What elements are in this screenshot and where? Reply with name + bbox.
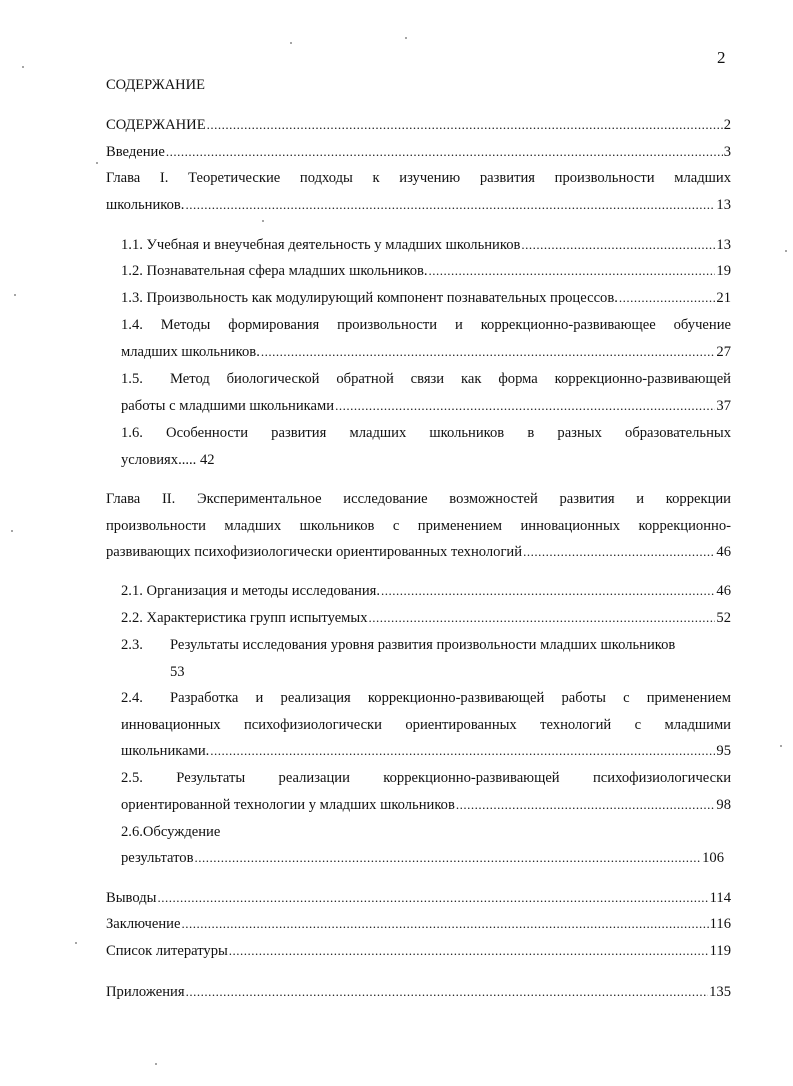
scan-speck xyxy=(290,42,292,44)
toc-entry-title: СОДЕРЖАНИЕ xyxy=(106,117,206,133)
toc-page-number: 46 xyxy=(716,544,731,560)
dot-leader xyxy=(335,396,715,416)
toc-entry-title: результатов xyxy=(121,850,194,866)
toc-entry-title: 2.5. Результаты реализации коррекционно-развивающей психофизиологически xyxy=(121,770,731,786)
toc-entry-title: Разработка и реализация коррекционно-развивающей работы с применением xyxy=(170,690,731,706)
toc-entry-title: ориентированной технологии у младших школьников xyxy=(121,797,455,813)
toc-entry-title: Выводы xyxy=(106,890,157,906)
toc-page-number: 114 xyxy=(709,890,731,906)
dot-leader xyxy=(194,848,701,868)
toc-entry-title: инновационных психофизиологически ориентированных технологий с младшими xyxy=(121,717,731,733)
toc-section-2-3-number: 2.3. xyxy=(121,637,143,653)
toc-page-number: 52 xyxy=(716,610,731,626)
scan-speck xyxy=(14,294,16,296)
toc-page-number: 95 xyxy=(716,743,731,759)
toc-chapter-2-line-3[interactable] xyxy=(106,542,731,562)
toc-section-1-2[interactable] xyxy=(121,261,731,281)
scan-speck xyxy=(96,162,98,164)
dot-leader xyxy=(186,982,709,1002)
scan-speck xyxy=(405,37,407,39)
dot-leader xyxy=(210,741,715,761)
toc-entry-title: Заключение xyxy=(106,916,181,932)
toc-section-2-4-line-1[interactable] xyxy=(170,688,731,708)
toc-page-number: 27 xyxy=(716,344,731,360)
toc-entry-title: школьниками. xyxy=(121,743,210,759)
toc-entry-title: Глава I. Теоретические подходы к изучению развития произвольности младших xyxy=(106,170,731,186)
dot-leader xyxy=(185,195,715,215)
dot-leader xyxy=(181,914,708,934)
toc-entry-title: 1.4. Методы формирования произвольности и коррекционно-развивающее обучение xyxy=(121,317,731,333)
scan-speck xyxy=(155,1063,157,1065)
toc-page-number: 119 xyxy=(709,943,731,959)
toc-section-2-4-number: 2.4. xyxy=(121,690,143,706)
dot-leader xyxy=(166,142,723,162)
toc-chapter-1-line-2[interactable] xyxy=(106,195,731,215)
scan-speck xyxy=(780,745,782,747)
toc-page-number: 98 xyxy=(716,797,731,813)
toc-entry-title: Приложения xyxy=(106,984,185,1000)
dot-leader xyxy=(207,115,723,135)
toc-entry-title: 1.6. Особенности развития младших школьников в разных образовательных xyxy=(121,425,731,441)
scan-speck xyxy=(785,250,787,252)
toc-page-number: 106 xyxy=(702,850,724,866)
toc-section-1-3[interactable] xyxy=(121,288,731,308)
toc-page-number: 2 xyxy=(723,117,731,133)
dot-leader xyxy=(157,888,708,908)
toc-entry-contents[interactable] xyxy=(106,115,731,135)
dot-leader xyxy=(523,542,715,562)
toc-section-2-3-page: 53 xyxy=(170,664,185,680)
toc-page-number: 116 xyxy=(709,916,731,932)
toc-section-2-1[interactable] xyxy=(121,581,731,601)
scan-speck xyxy=(11,530,13,532)
toc-entry-title: работы с младшими школьниками xyxy=(121,398,335,414)
toc-section-1-5-line-1[interactable] xyxy=(170,369,731,389)
toc-section-2-5-line-1[interactable] xyxy=(121,768,731,788)
toc-chapter-2-line-1[interactable] xyxy=(106,489,731,509)
toc-page-number: 13 xyxy=(716,197,731,213)
toc-section-1-4-line-1[interactable] xyxy=(121,315,731,335)
toc-entry-introduction[interactable] xyxy=(106,142,731,162)
toc-section-1-1[interactable] xyxy=(121,235,731,255)
toc-section-2-4-line-3[interactable] xyxy=(121,741,731,761)
toc-section-2-5-line-2[interactable] xyxy=(121,795,731,815)
toc-section-2-6-line-2[interactable] xyxy=(121,848,724,868)
toc-entry-title: младших школьников. xyxy=(121,344,260,360)
toc-section-1-6-line-1[interactable] xyxy=(121,423,731,443)
toc-page-number: 3 xyxy=(723,144,731,160)
scan-speck xyxy=(262,220,264,222)
dot-leader xyxy=(619,288,716,308)
toc-entry-conclusions[interactable] xyxy=(106,888,731,908)
dot-leader xyxy=(381,581,715,601)
dot-leader xyxy=(521,235,715,255)
toc-section-2-3-line-1[interactable]: Результаты исследования уровня развития произвольности младших школьников xyxy=(170,637,676,653)
toc-page-number: 13 xyxy=(716,237,731,253)
toc-page-number: 21 xyxy=(716,290,731,306)
toc-entry-summary[interactable] xyxy=(106,914,731,934)
dot-leader xyxy=(429,261,716,281)
toc-page-number: 37 xyxy=(716,398,731,414)
toc-entry-title: Введение xyxy=(106,144,165,160)
scan-speck xyxy=(22,66,24,68)
dot-leader xyxy=(261,342,716,362)
toc-entry-title: 2.1. Организация и методы исследования. xyxy=(121,583,381,599)
toc-entry-title: Глава II. Экспериментальное исследование возможностей развития и коррекции xyxy=(106,491,731,507)
page-number: 2 xyxy=(717,48,726,67)
toc-section-2-2[interactable] xyxy=(121,608,731,628)
toc-section-1-5-line-2[interactable] xyxy=(121,396,731,416)
dot-leader xyxy=(369,608,716,628)
dot-leader xyxy=(456,795,716,815)
toc-section-1-5-number: 1.5. xyxy=(121,371,143,387)
page-title: СОДЕРЖАНИЕ xyxy=(106,77,205,93)
scan-speck xyxy=(75,942,77,944)
toc-entry-title: 1.3. Произвольность как модулирующий компонент познавательных процессов. xyxy=(121,290,618,306)
toc-entry-title: развивающих психофизиологически ориентированных технологий xyxy=(106,544,523,560)
toc-chapter-2-line-2[interactable] xyxy=(106,516,731,536)
toc-entry-title: Метод биологической обратной связи как форма коррекционно-развивающей xyxy=(170,371,731,387)
toc-entry-title: 1.1. Учебная и внеучебная деятельность у младших школьников xyxy=(121,237,521,253)
toc-entry-title: 2.2. Характеристика групп испытуемых xyxy=(121,610,368,626)
toc-page-number: 135 xyxy=(709,984,731,1000)
toc-entry-title: произвольности младших школьников с применением инновационных коррекционно- xyxy=(106,518,731,534)
toc-chapter-1-line-1[interactable] xyxy=(106,168,731,188)
toc-entry-references[interactable] xyxy=(106,941,731,961)
toc-section-2-4-line-2[interactable] xyxy=(121,715,731,735)
toc-entry-title: Список литературы xyxy=(106,943,228,959)
toc-entry-title: 1.2. Познавательная сфера младших школьников. xyxy=(121,263,428,279)
toc-page-number: 46 xyxy=(716,583,731,599)
toc-section-2-6-line-1[interactable]: 2.6.Обсуждение xyxy=(121,824,221,840)
toc-section-1-4-line-2[interactable] xyxy=(121,342,731,362)
toc-entry-appendix[interactable] xyxy=(106,982,731,1002)
dot-leader xyxy=(229,941,709,961)
toc-entry-title: школьников. xyxy=(106,197,185,213)
toc-section-1-6-line-2[interactable]: условиях..... 42 xyxy=(121,452,215,468)
toc-page-number: 19 xyxy=(716,263,731,279)
